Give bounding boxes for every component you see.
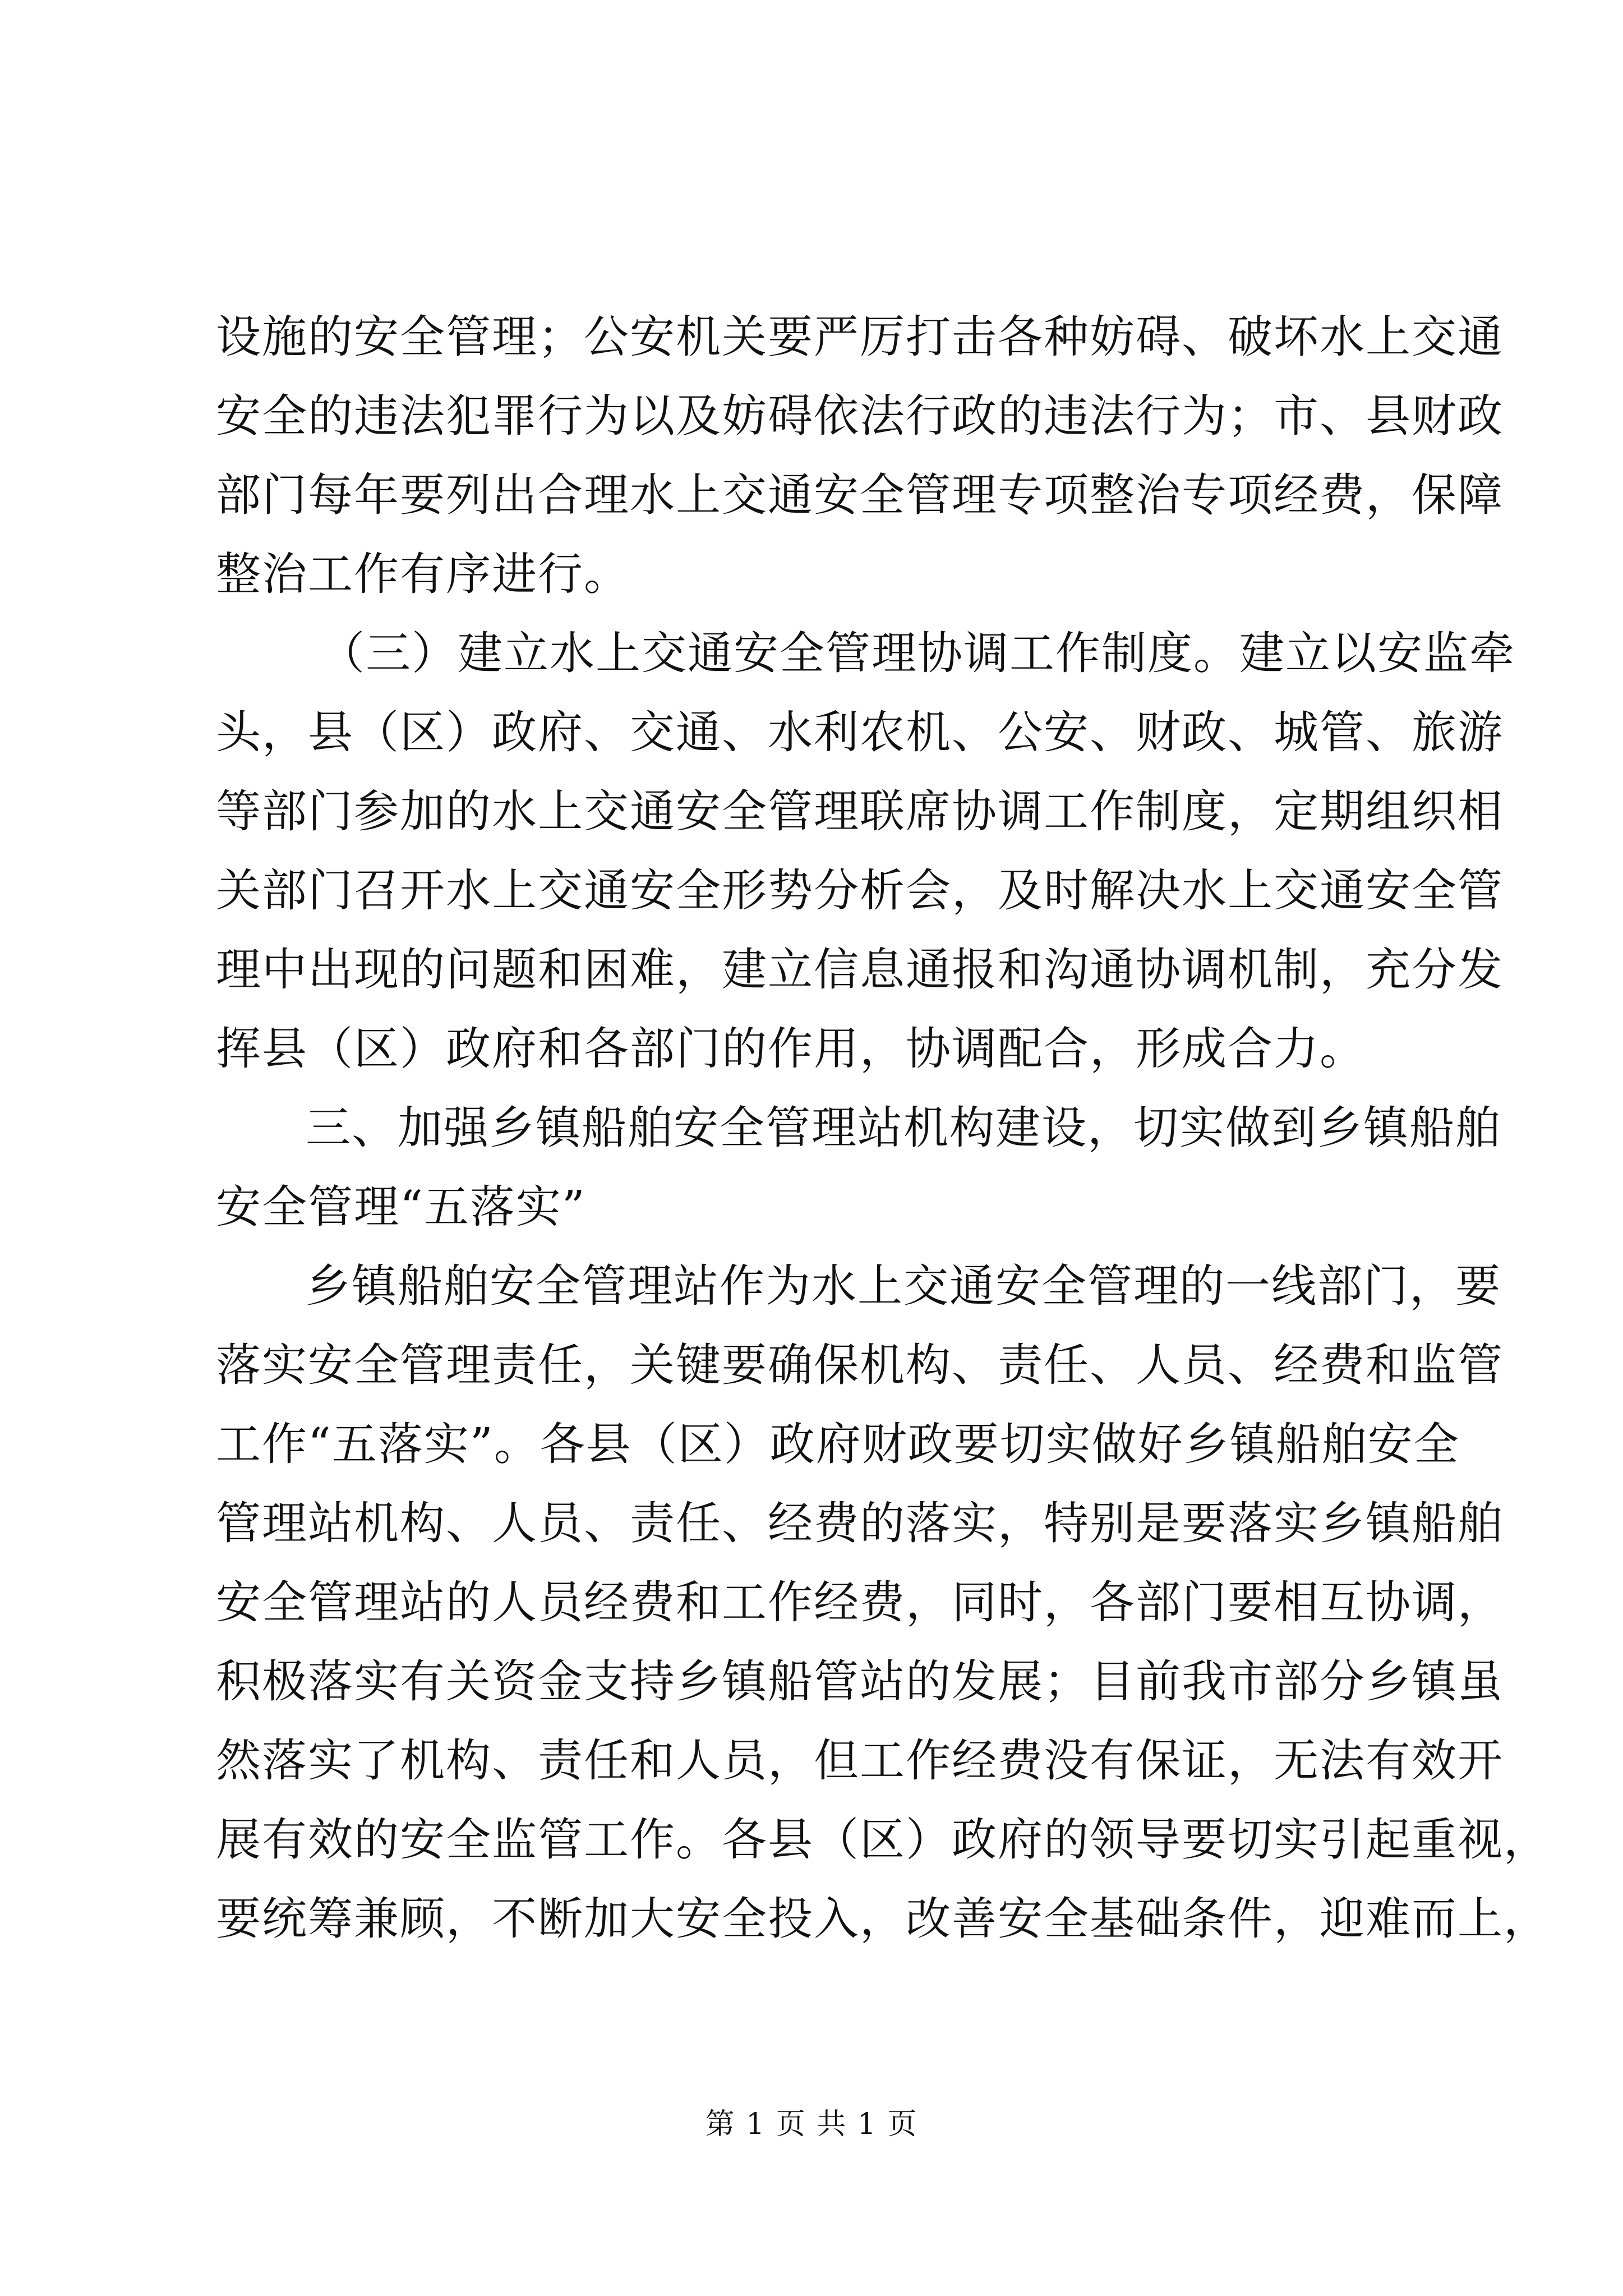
text-line: 理中出现的问题和困难，建立信息通报和沟通协调机制，充分发 — [216, 944, 1504, 996]
text-line: 安全管理站的人员经费和工作经费，同时，各部门要相互协调， — [216, 1576, 1504, 1628]
paragraph — [216, 297, 1504, 614]
page-footer: 第 1 页 共 1 页 — [705, 2108, 918, 2141]
paragraph — [216, 1088, 1501, 1246]
text-line: 整治工作有序进行。 — [216, 548, 630, 600]
text-line: 安全管理“五落实” — [216, 1181, 586, 1233]
text-line: 关部门召开水上交通安全形势分析会，及时解决水上交通安全管 — [216, 864, 1504, 917]
text-line: 安全的违法犯罪行为以及妨碍依法行政的违法行为；市、县财政 — [216, 390, 1504, 442]
text-line: 积极落实有关资金支持乡镇船管站的发展；目前我市部分乡镇虽 — [216, 1655, 1504, 1708]
text-line: 设施的安全管理；公安机关要严厉打击各种妨碍、破坏水上交通 — [216, 311, 1504, 363]
paragraph — [216, 614, 1515, 1088]
paragraph — [216, 1246, 1550, 1958]
text-line: 挥县（区）政府和各部门的作用，协调配合，形成合力。 — [216, 1023, 1366, 1075]
text-line: 展有效的安全监管工作。各县（区）政府的领导要切实引起重视， — [216, 1814, 1550, 1866]
text-line: 部门每年要列出合理水上交通安全管理专项整治专项经费，保障 — [216, 469, 1504, 521]
text-line: 管理站机构、人员、责任、经费的落实，特别是要落实乡镇船舶 — [216, 1497, 1504, 1549]
text-line: 工作“五落实”。各县（区）政府财政要切实做好乡镇船舶安全 — [216, 1418, 1460, 1470]
document-body — [216, 297, 1550, 1958]
text-line: 等部门参加的水上交通安全管理联席协调工作制度，定期组织相 — [216, 785, 1504, 838]
text-line: （三）建立水上交通安全管理协调工作制度。建立以安监牵 — [320, 627, 1515, 679]
text-line: 三、加强乡镇船舶安全管理站机构建设，切实做到乡镇船舶 — [306, 1102, 1501, 1154]
text-line: 落实安全管理责任，关键要确保机构、责任、人员、经费和监管 — [216, 1339, 1504, 1391]
text-line: 要统筹兼顾，不断加大安全投入，改善安全基础条件，迎难而上， — [216, 1893, 1550, 1945]
text-line: 头，县（区）政府、交通、水利农机、公安、财政、城管、旅游 — [216, 706, 1504, 758]
text-line: 乡镇船舶安全管理站作为水上交通安全管理的一线部门，要 — [306, 1260, 1501, 1312]
text-line: 然落实了机构、责任和人员，但工作经费没有保证，无法有效开 — [216, 1734, 1504, 1787]
